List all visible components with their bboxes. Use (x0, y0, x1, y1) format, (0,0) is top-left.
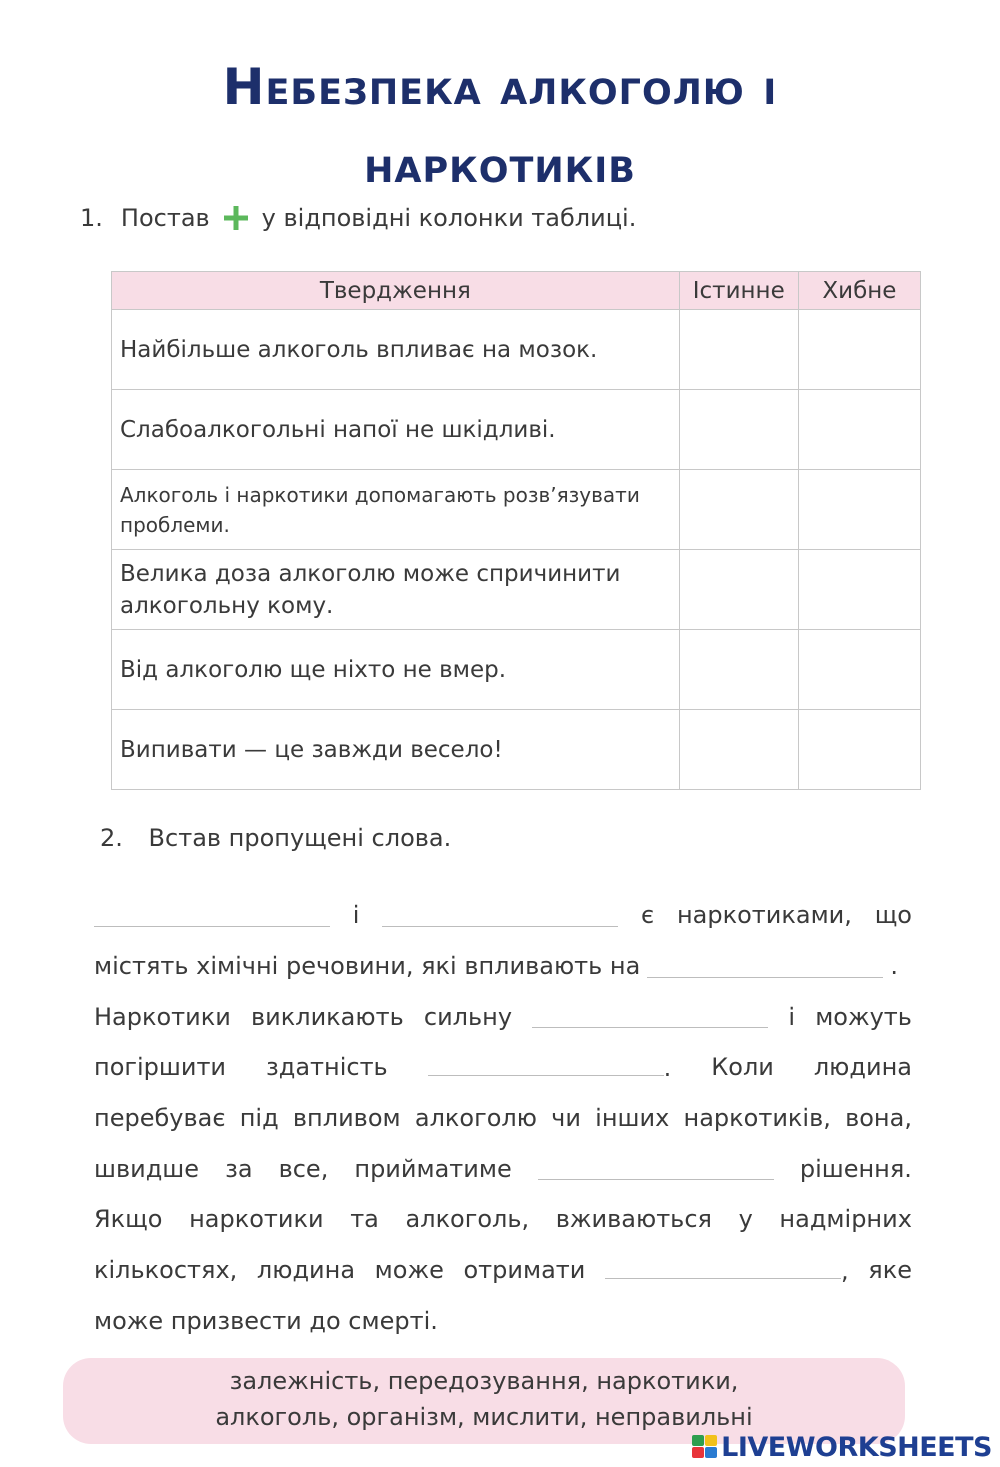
true-answer-cell[interactable] (679, 630, 798, 710)
blank-input[interactable] (94, 904, 330, 927)
false-answer-cell[interactable] (798, 550, 920, 630)
page-title-line1: Небезпека алкоголю і (222, 58, 778, 116)
word-bank-line1: залежність, передозування, наркотики, (229, 1367, 739, 1395)
task1-number: 1. (80, 204, 103, 232)
table-row (112, 470, 921, 550)
word: містять хімічні речовини, які впливають на (94, 952, 641, 981)
word: людина (813, 1053, 912, 1082)
true-answer-cell[interactable] (679, 470, 798, 550)
paragraph-line (94, 991, 912, 1042)
word: можуть (815, 1002, 912, 1031)
paragraph-line (94, 1093, 912, 1144)
plus-icon (222, 204, 250, 232)
statement-cell: Велика доза алкоголю може спричинити алкогольну кому. (112, 550, 680, 630)
blank-input[interactable] (538, 1157, 774, 1180)
table-row (112, 310, 921, 390)
word: вживаються (555, 1205, 712, 1234)
blank-input[interactable] (428, 1053, 664, 1076)
blank-input[interactable] (605, 1256, 841, 1279)
paragraph-line (94, 1296, 912, 1347)
word: та (350, 1205, 379, 1234)
word: рішення. (799, 1154, 912, 1183)
word: може (374, 1256, 444, 1285)
header-statement: Твердження (112, 272, 680, 310)
liveworksheets-text: LIVEWORKSHEETS (721, 1431, 992, 1463)
table-header-row (112, 272, 921, 310)
blank-input[interactable] (382, 904, 618, 927)
task1-text-before: Постав (120, 204, 210, 232)
task2-number: 2. (100, 824, 123, 852)
word: швидше (94, 1154, 200, 1183)
word: і (788, 1002, 796, 1031)
statement-cell: Випивати — це завжди весело! (112, 710, 680, 790)
table-row (112, 710, 921, 790)
word: є (641, 901, 655, 930)
paragraph-line (94, 941, 912, 992)
false-answer-cell[interactable] (798, 470, 920, 550)
word: . (663, 1053, 672, 1082)
statement-cell: Найбільше алкоголь впливає на мозок. (112, 310, 680, 390)
word: вона, (845, 1104, 912, 1133)
paragraph-line (94, 1194, 912, 1245)
liveworksheets-logo-icon (692, 1435, 718, 1459)
word: , (841, 1256, 849, 1285)
statement-cell: Слабоалкогольні напої не шкідливі. (112, 390, 680, 470)
word: у (738, 1205, 753, 1234)
paragraph-line (94, 1143, 912, 1194)
word: отримати (463, 1256, 586, 1285)
word: і (352, 901, 360, 930)
word: Наркотики (94, 1002, 231, 1031)
table-row (112, 390, 921, 470)
word: все, (278, 1154, 329, 1183)
false-answer-cell[interactable] (798, 310, 920, 390)
blank-input[interactable] (532, 1005, 768, 1028)
word: наркотиків, (683, 1104, 831, 1133)
word: кількостях, (94, 1256, 238, 1285)
word: алкоголю (414, 1104, 537, 1133)
true-answer-cell[interactable] (679, 310, 798, 390)
word: може призвести до смерті. (94, 1306, 438, 1335)
word: наркотиками, (676, 901, 852, 930)
liveworksheets-watermark (692, 1432, 992, 1462)
page-title-line2: наркотиків (364, 136, 636, 194)
false-answer-cell[interactable] (798, 390, 920, 470)
word-bank-line2: алкоголь, організм, мислити, неправильні (215, 1403, 753, 1431)
word: надмірних (779, 1205, 912, 1234)
word: чи (551, 1104, 581, 1133)
word: впливом (292, 1104, 401, 1133)
word: під (239, 1104, 279, 1133)
statements-table (111, 271, 921, 790)
table-row (112, 550, 921, 630)
false-answer-cell[interactable] (798, 630, 920, 710)
word: яке (868, 1256, 912, 1285)
statement-cell: Від алкоголю ще ніхто не вмер. (112, 630, 680, 710)
word: людина (256, 1256, 356, 1285)
word: за (225, 1154, 253, 1183)
word: сильну (423, 1002, 513, 1031)
task1-text-after: у відповідні колонки таблиці. (261, 204, 637, 232)
word: . (890, 952, 898, 981)
header-false: Хибне (798, 272, 920, 310)
word: що (874, 901, 912, 930)
word: прийматиме (354, 1154, 512, 1183)
true-answer-cell[interactable] (679, 710, 798, 790)
paragraph-line (94, 890, 912, 941)
false-answer-cell[interactable] (798, 710, 920, 790)
fill-in-paragraph (94, 890, 912, 1346)
word: викликають (251, 1002, 404, 1031)
statement-cell: Алкоголь і наркотики допомагають розв’язувати проблеми. (112, 470, 680, 550)
word: перебуває (94, 1104, 226, 1133)
task2-instruction (100, 824, 451, 852)
header-true: Істинне (679, 272, 798, 310)
word: алкоголь, (405, 1205, 530, 1234)
word: Якщо (94, 1205, 163, 1234)
blank-input[interactable] (647, 955, 883, 978)
word: погіршити (94, 1053, 227, 1082)
true-answer-cell[interactable] (679, 390, 798, 470)
true-answer-cell[interactable] (679, 550, 798, 630)
paragraph-line (94, 1245, 912, 1296)
word: наркотики (189, 1205, 324, 1234)
task2-text: Встав пропущені слова. (148, 824, 452, 852)
table-row (112, 630, 921, 710)
word: інших (595, 1104, 670, 1133)
paragraph-line (94, 1042, 912, 1093)
word: Коли (711, 1053, 774, 1082)
task1-instruction (80, 204, 636, 232)
word: здатність (265, 1053, 388, 1082)
